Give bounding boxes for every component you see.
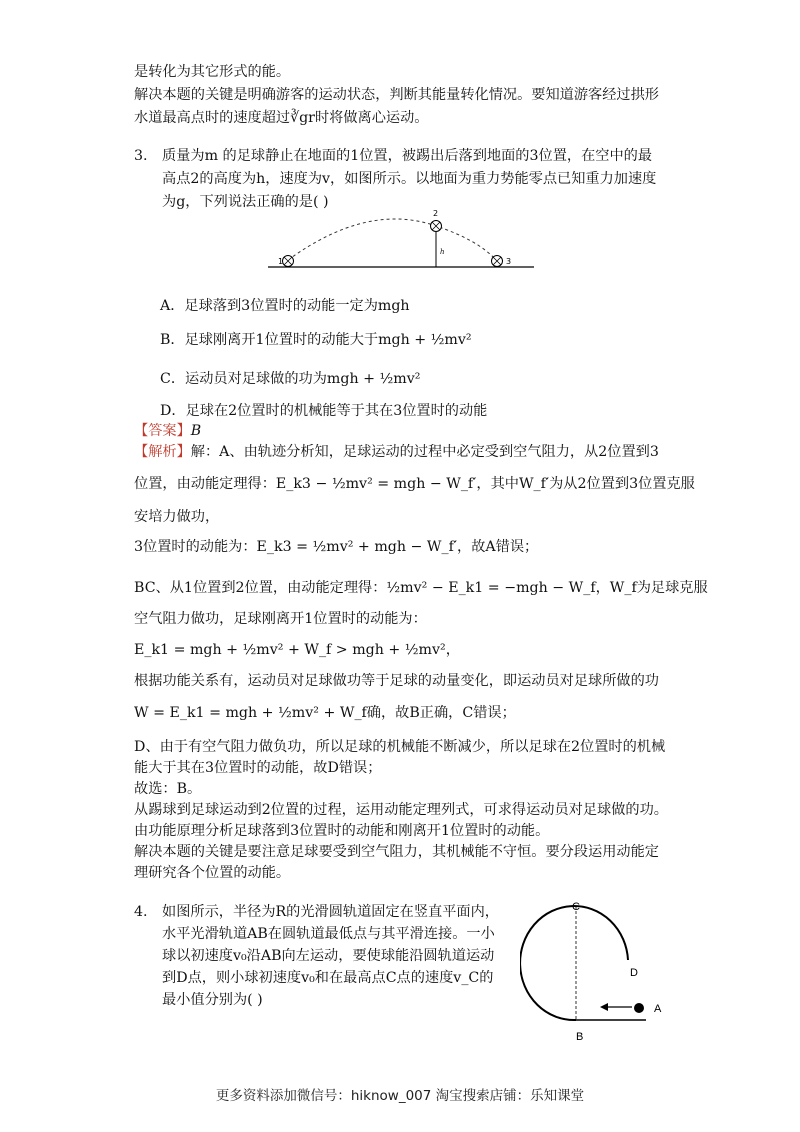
question-stem: 为g，下列说法正确的是( ) — [162, 194, 329, 210]
option-d: D．足球在2位置时的机械能等于其在3位置时的动能 — [160, 403, 488, 419]
option-c: C．运动员对足球做的功为mgh + ½mv² — [160, 371, 421, 387]
analysis-line: 根据功能关系有，运动员对足球做功等于足球的动量变化，即运动员对足球所做的功 — [134, 673, 659, 689]
question-stem: 如图所示，半径为R的光滑圆轨道固定在竖直平面内， — [162, 904, 499, 920]
analysis-line: 理研究各个位置的动能。 — [134, 865, 291, 881]
question-stem: 到D点，则小球初速度v₀和在最高点C点的速度v_C的 — [162, 970, 494, 986]
page-footer: 更多资料添加微信号：hiknow_007 淘宝搜索店铺：乐知课堂 — [215, 1088, 585, 1104]
question-stem: 高点2的高度为h，速度为v，如图所示。以地面为重力势能零点已知重力加速度 — [162, 171, 657, 187]
question-stem: 最小值分别为( ) — [162, 992, 263, 1008]
question-number: 4. — [134, 904, 148, 920]
analysis-line: 【解析】解：A、由轨迹分析知，足球运动的过程中必定受到空气阻力，从2位置到3 — [134, 444, 659, 460]
option-b: B．足球刚离开1位置时的动能大于mgh + ½mv² — [160, 332, 472, 348]
label-b: B — [576, 1031, 584, 1043]
analysis-line: 安培力做功， — [134, 509, 220, 525]
label-a: A — [654, 1003, 662, 1015]
analysis-line: BC、从1位置到2位置，由动能定理得：½mv² − E_k1 = −mgh − W_f，W_f为足球克服 — [134, 580, 708, 596]
answer-tag: 【答案】 — [134, 423, 191, 439]
ball-position-2 — [431, 221, 442, 232]
option-a: A．足球落到3位置时的动能一定为mgh — [160, 298, 410, 314]
label-d: D — [630, 967, 638, 979]
circular-track-figure — [520, 898, 680, 1048]
answer-line — [134, 421, 201, 441]
analysis-line: 故选：B。 — [134, 781, 202, 797]
label-2: 2 — [433, 209, 439, 218]
question-stem: 水平光滑轨道AB在圆轨道最低点与其平滑连接。一小 — [162, 926, 495, 942]
analysis-line: 从踢球到足球运动到2位置的过程，运用动能定理列式，可求得运动员对足球做的功。 — [134, 802, 668, 818]
analysis-line: 由功能原理分析足球落到3位置时的动能和刚离开1位置时的动能。 — [134, 823, 550, 839]
analysis-line: 位置，由动能定理得：E_k3 − ½mv² = mgh − W_f′，其中W_f′为从2位置到3位置克服 — [134, 476, 695, 492]
analysis-line: 能大于其在3位置时的动能，故D错误； — [134, 760, 382, 776]
text-line: 是转化为其它形式的能。 — [134, 64, 291, 80]
label-1: 1 — [278, 257, 284, 266]
ball-position-1 — [283, 256, 294, 267]
label-3: 3 — [506, 257, 512, 266]
label-c: C — [572, 901, 580, 913]
analysis-line: 空气阻力做功，足球刚离开1位置时的动能为： — [134, 611, 427, 627]
analysis-line: D、由于有空气阻力做负功，所以足球的机械能不断减少，所以足球在2位置时的机械 — [134, 739, 666, 755]
ball-position-3 — [492, 256, 503, 267]
question-stem: 质量为m 的足球静止在地面的1位置，被踢出后落到地面的3位置，在空中的最 — [162, 148, 653, 164]
analysis-line: 3位置时的动能为：E_k3 = ½mv² + mgh − W_f′，故A错误； — [134, 539, 539, 555]
analysis-tag: 【解析】 — [134, 444, 191, 460]
answer-value: B — [190, 423, 202, 439]
question-number: 3. — [134, 148, 148, 164]
analysis-line: E_k1 = mgh + ½mv² + W_f > mgh + ½mv²， — [134, 642, 460, 658]
question-stem: 球以初速度v₀沿AB向左运动，要使球能沿圆轨道运动 — [162, 948, 495, 964]
text-line: 水道最高点时的速度超过∛gr时将做离心运动。 — [134, 110, 429, 126]
text-line: 解决本题的关键是明确游客的运动状态，判断其能量转化情况。要知道游客经过拱形 — [134, 87, 659, 103]
football-trajectory-figure — [268, 206, 568, 278]
ball — [634, 1003, 644, 1013]
analysis-line: 解决本题的关键是要注意足球要受到空气阻力，其机械能不守恒。要分段运用动能定 — [134, 844, 659, 860]
analysis-line: W = E_k1 = mgh + ½mv² + W_f确，故B正确，C错误； — [134, 705, 516, 721]
label-h: h — [440, 248, 445, 256]
